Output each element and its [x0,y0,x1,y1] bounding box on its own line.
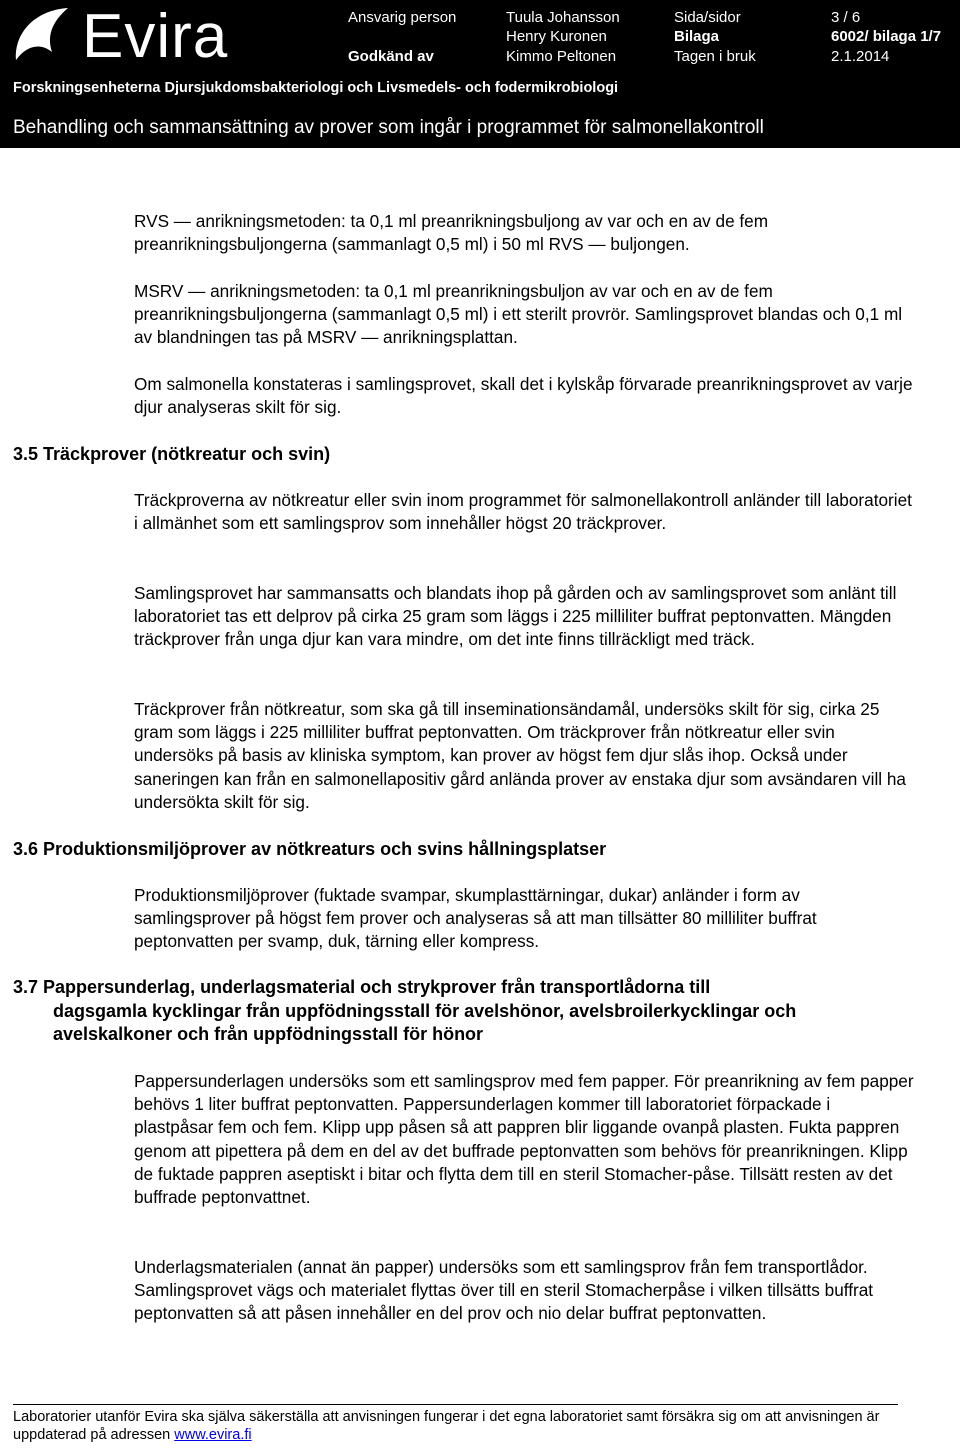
section-3-7-heading-line-1: 3.7 Pappersunderlag, underlagsmaterial och strykprover från transportlådorna till [13,977,711,997]
responsible-label: Ansvarig person [348,9,457,26]
footer-divider [13,1404,898,1405]
section-3-5-heading: 3.5 Träckprover (nötkreatur och svin) [13,444,331,464]
pages-label: Sida/sidor [674,9,741,26]
second-person-name: Henry Kuronen [506,28,607,45]
evira-logo-text: Evira [82,2,229,71]
pages-value: 3 / 6 [831,9,861,26]
document-header [0,0,960,110]
appendix-label: Bilaga [674,28,720,45]
paragraph-positive-sample: Om salmonella konstateras i samlingsprovet, skall det i kylskåp förvarade preanrikningsprovet av varje djur analyseras skilt för sig. [134,374,913,418]
paragraph-rvs-method: RVS — anrikningsmetoden: ta 0,1 ml preanrikningsbuljong av var och en av de fem preanrikningsbuljongerna (sammanlagt 0,5 ml) i 50 ml RVS — buljongen. [134,211,769,255]
section-3-7-heading [13,976,913,1047]
section-3-7-heading-line-2: dagsgamla kycklingar från uppfödningsstall för avelshönor, avelsbroilerkycklingar och [53,1000,797,1021]
in-use-label: Tagen i bruk [674,48,756,65]
approved-name: Kimmo Peltonen [506,48,617,65]
paragraph-3-5-pooled: Samlingsprovet har sammansatts och blandats ihop på gården och av samlingsprovet som anlänt till laboratoriet tas ett delprov på cirka 25 gram som läggs i 225 milliliter buffrat peptonvatten. Mängden träckprover från unga djur kan vara mindre, om det inte finns tillräckligt med träck. [134,583,897,650]
footer-line-2-prefix: uppdaterad på adressen [13,1427,175,1443]
document-title: Behandling och sammansättning av prover som ingår i programmet för salmonellakontroll [13,117,764,138]
section-3-7-heading-line-3: avelskalkoner och från uppfödningsstall för hönor [53,1024,484,1045]
paragraph-msrv-method: MSRV — anrikningsmetoden: ta 0,1 ml preanrikningsbuljon av var och en av de fem preanrikningsbuljongerna (sammanlagt 0,5 ml) i ett sterilt provrör. Samlingsprovet blandas och 0,1 ml av blandningen tas på MSRV — anrikningsplattan. [134,281,903,348]
paragraph-3-6: Produktionsmiljöprover (fuktade svampar, skumplasttärningar, dukar) anländer i form av samlingsprover på högst fem prover och analyseras så att man tillsätter 80 milliliter buffrat peptonvatten per svamp, duk, tärning eller kompress. [134,885,817,952]
evira-website-link[interactable]: www.evira.fi [174,1427,252,1443]
paragraph-3-5-intro: Träckproverna av nötkreatur eller svin inom programmet för salmonellakontroll anländer till laboratoriet i allmänhet som ett samlingsprov som innehåller högst 20 träckprover. [134,490,912,534]
paragraph-3-7-materials: Underlagsmaterialen (annat än papper) undersöks som ett samlingsprov från fem transportlådor. Samlingsprovet vägs och materialet flyttas över till en steril Stomacherpåse i vilken tillsätts buffrat peptonvatten så att påsen innehåller en del prov och nio delar buffrat peptonvatten. [134,1257,874,1324]
footer-line-1: Laboratorier utanför Evira ska själva säkerställa att anvisningen fungerar i det egna laboratoriet samt försäkra sig om att anvisningen är [13,1409,880,1425]
in-use-date: 2.1.2014 [831,48,890,65]
approved-label: Godkänd av [348,48,434,65]
responsible-name: Tuula Johansson [506,9,620,26]
section-3-6-heading: 3.6 Produktionsmiljöprover av nötkreaturs och svins hållningsplatser [13,839,607,859]
paragraph-3-7-paper: Pappersunderlagen undersöks som ett samlingsprov med fem papper. För preanrikning av fem papper behövs 1 liter buffrat peptonvatten. Pappersunderlagen kommer till laboratoriet förpackade i plastpåsar fem och fem. Klipp upp påsen så att pappren blir liggande ovanpå plasten. Fukta pappren genom att pipettera på dem en del av det buffrade peptonvatten som behövs för preanrikningen. Klipp de fuktade pappren aseptiskt i bitar och flytta dem till en steril Stomacher-påse. Tillsätt resten av det buffrade peptonvattnet. [134,1071,914,1208]
evira-logo-mark-icon [16,8,68,60]
footer-note [13,1408,879,1444]
research-unit: Forskningsenheterna Djursjukdomsbakteriologi och Livsmedels- och fodermikrobiologi [13,80,619,96]
appendix-value: 6002/ bilaga 1/7 [831,28,942,45]
paragraph-3-5-individual: Träckprover från nötkreatur, som ska gå till inseminationsändamål, undersöks skilt för sig, cirka 25 gram som läggs i 225 milliliter buffrat peptonvatten. Om träckprover från nötkreatur eller svin undersöks på basis av kliniska symptom, kan prover av högst fem djur slås ihop. Också under saneringen kan från en salmonellapositiv gård anlända prover av enstaka djur som avsändaren vill ha undersökta skilt för sig. [134,699,906,812]
